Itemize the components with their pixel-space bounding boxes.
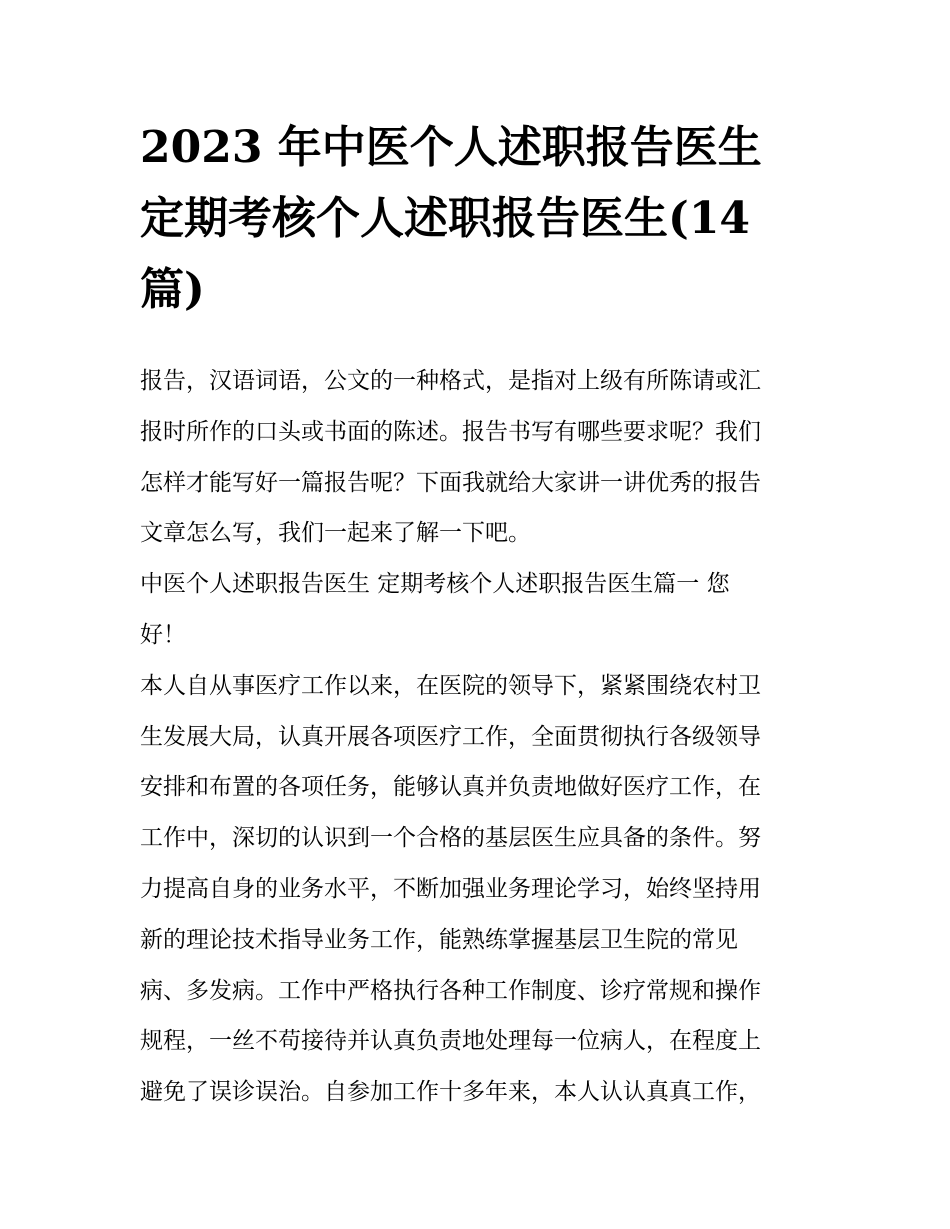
text-line: 工作中，深切的认识到一个合格的基层医生应具备的条件。努: [140, 825, 761, 852]
text-line: 规程，一丝不苟接待并认真负责地处理每一位病人，在程度上: [140, 1028, 761, 1055]
text-line: 好！: [140, 621, 186, 648]
text-line: 中医个人述职报告医生 定期考核个人述职报告医生篇一 您: [140, 571, 730, 598]
text-line: 避免了误诊误治。自参加工作十多年来，本人认认真真工作，: [140, 1079, 761, 1106]
text-line: 报时所作的口头或书面的陈述。报告书写有哪些要求呢？我们: [140, 418, 761, 445]
title-line: 篇): [140, 264, 205, 315]
document-title: [140, 112, 820, 325]
text-line: 新的理论技术指导业务工作，能熟练掌握基层卫生院的常见: [140, 926, 738, 953]
text-line: 生发展大局，认真开展各项医疗工作，全面贯彻执行各级领导: [140, 723, 761, 750]
document-body: [140, 356, 830, 1118]
title-line: 定期考核个人述职报告医生(14: [140, 193, 751, 244]
text-line: 怎样才能写好一篇报告呢？下面我就给大家讲一讲优秀的报告: [140, 469, 761, 496]
text-line: 安排和布置的各项任务，能够认真并负责地做好医疗工作，在: [140, 774, 761, 801]
title-line: 2023 年中医个人述职报告医生: [140, 122, 762, 173]
text-line: 力提高自身的业务水平，不断加强业务理论学习，始终坚持用: [140, 875, 761, 902]
text-line: 本人自从事医疗工作以来，在医院的领导下，紧紧围绕农村卫: [140, 672, 761, 699]
text-line: 病、多发病。工作中严格执行各种工作制度、诊疗常规和操作: [140, 977, 761, 1004]
text-line: 文章怎么写，我们一起来了解一下吧。: [140, 520, 531, 547]
text-line: 报告，汉语词语，公文的一种格式，是指对上级有所陈请或汇: [140, 368, 761, 394]
